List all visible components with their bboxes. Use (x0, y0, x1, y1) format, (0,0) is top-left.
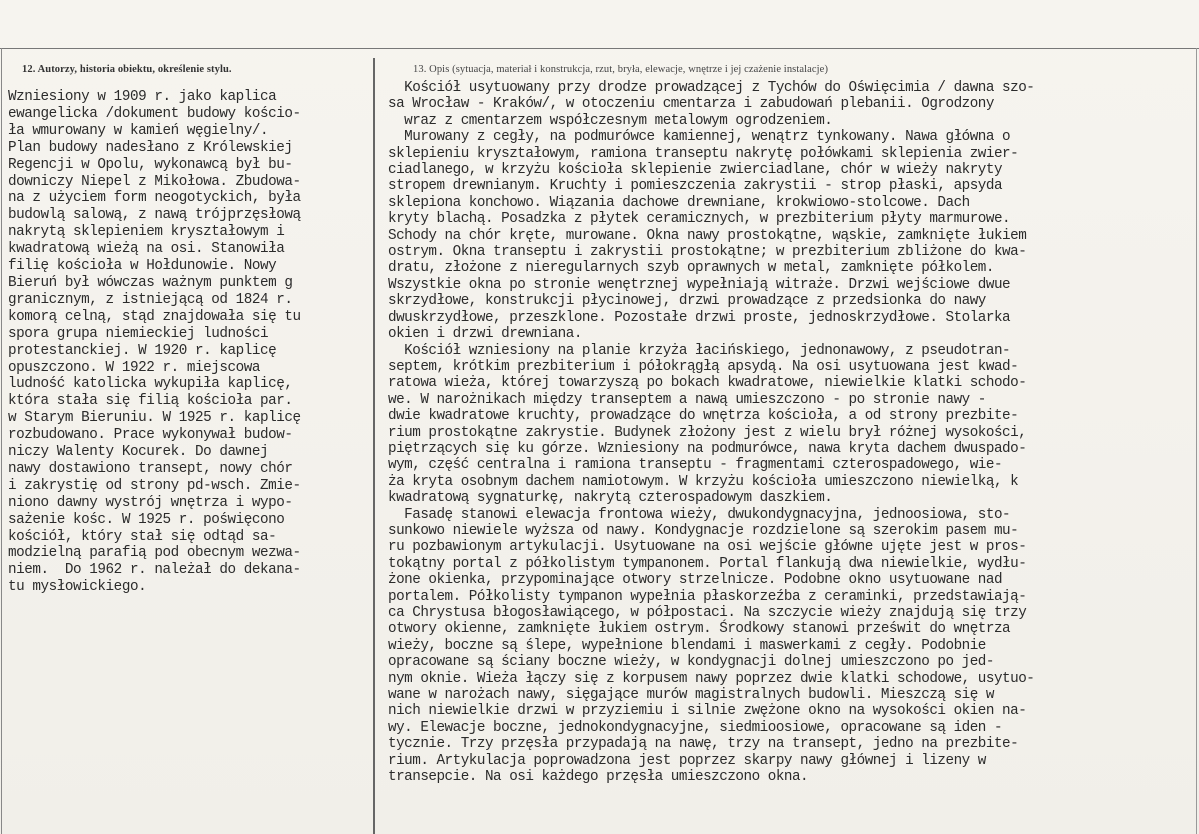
description-text-line: rium prostokątne zakrystie. Budynek złożony jest z wielu brył różnej wysokości, (388, 424, 1027, 441)
history-text-line: granicznym, z istniejącą od 1824 r. (8, 291, 293, 308)
history-text-line: na z użyciem form neogotyckich, była (8, 190, 301, 207)
description-text-line: ratowa wieża, której towarzyszą po bokach kwadratowe, niewielkie klatki schodo- (388, 375, 1027, 392)
history-text-line: Regencji w Opolu, wykonawcą był bu- (8, 156, 293, 173)
history-text-line: nakrytą sklepieniem kryształowym i (8, 224, 285, 241)
description-text-line: wane w narożach nawy, sięgające murów magistralnych budowli. Mieszczą się w (388, 687, 994, 704)
history-text-line: Wzniesiony w 1909 r. jako kaplica (8, 89, 277, 105)
history-text-line: komorą celną, stąd znajdowała się tu (8, 308, 301, 325)
history-text-line: modzielną parafią pod obecnym wezwa- (8, 545, 301, 562)
description-text-line: nich niewielkie drzwi w przyziemiu i silnie zwężone okno na wysokości okien na- (388, 703, 1027, 720)
history-text-line: downiczy Niepel z Mikołowa. Zbudowa- (8, 173, 301, 190)
description-text-line: kryty blachą. Posadzka z płytek ceramicznych, w prezbiterium płyty marmurowe. (388, 211, 1011, 228)
history-text-line: Bieruń był wówczas ważnym punktem g (8, 274, 293, 291)
description-text-line: septem, krótkim prezbiterium i półokrągłą apsydą. Na osi usytuowana jest kwad- (388, 358, 1019, 375)
history-text-line: nawy dostawiono transept, nowy chór (8, 460, 293, 477)
history-text-line: która stała się filią kościoła par. (8, 393, 293, 410)
description-text-line: portalem. Półkolisty tympanon wypełnia płaskorzeźba z ceraminki, przedstawiają- (388, 588, 1027, 605)
description-text-line: wraz z cmentarzem współczesnym metalowym ogrodzeniem. (388, 112, 833, 129)
description-text-line: Fasadę stanowi elewacja frontowa wieży, dwukondygnacyjna, jednoosiowa, sto- (388, 506, 1011, 523)
history-text-line: Plan budowy nadesłano z Królewskiej (8, 139, 293, 156)
description-text-line: rium. Artykulacja poprowadzona jest poprzez skarpy nawy głównej i lizeny w (388, 752, 986, 769)
form-top-border (0, 48, 1199, 49)
description-text-line: transepcie. Na osi każdego przęsła umieszczono okna. (388, 769, 809, 786)
description-text-line: wym, część centralna i ramiona transeptu - fragmentami czterospadowego, wie- (388, 457, 1003, 474)
history-text-line: w Starym Bieruniu. W 1925 r. kaplicę (8, 410, 301, 427)
description-text-line: piętrzących się ku górze. Wzniesiony na podmurówce, nawa kryta dachem dwuspado- (388, 440, 1027, 457)
description-text-line: Schody na chór kręte, murowane. Okna nawy prostokątne, wąskie, zamknięte łukiem (388, 227, 1027, 244)
description-text-line: Kościół wzniesiony na planie krzyża łacińskiego, jednonawowy, z pseudotran- (388, 342, 1011, 359)
description-text-line: wy. Elewacje boczne, jednokondygnacyjne, siedmioosiowe, opracowane są iden - (388, 719, 1003, 736)
description-text-line: stropem drewnianym. Kruchty i pomieszczenia zakrystii - strop płaski, apsyda (388, 178, 1003, 195)
description-text-line: sunkowo niewiele wyższa od nawy. Kondygnacje rozdzielone są szerokim pasem mu- (388, 522, 1019, 539)
history-text-line: spora grupa niemieckiej ludności (8, 325, 269, 342)
history-text-line: i zakrystię od strony pd-wsch. Zmie- (8, 477, 301, 494)
history-text-line: kościół, który stał się odtąd sa- (8, 528, 277, 545)
description-text-line: Wszystkie okna po stronie wenętrznej wypełniają witraże. Drzwi wejściowe dwue (388, 276, 1011, 293)
description-text-line: tycznie. Trzy przęsła przypadają na nawę, trzy na transept, jedno na prezbite- (388, 736, 1019, 753)
description-text-line: ciadlanego, w krzyżu kościoła sklepienie zwierciadlane, chór w wieży nakryty (388, 162, 1003, 179)
history-text-column (8, 89, 368, 596)
description-text-line: ru pozbawionym artykulacji. Usytuowane na osi wejście główne ujęte jest w pros- (388, 539, 1027, 556)
form-right-border (1196, 48, 1197, 834)
history-text-line: ludność katolicka wykupiła kaplicę, (8, 376, 293, 393)
history-text-line: tu mysłowickiego. (8, 579, 147, 596)
description-text-line: wieży, boczne są ślepe, wypełnione blendami i maswerkami z cegły. Podobnie (388, 637, 986, 654)
history-text-line: budowlą salową, z nawą trójprzęsłową (8, 207, 301, 224)
description-text-line: żone okienka, przypominające otwory strzelnicze. Podobne okno usytuowane nad (388, 572, 1003, 589)
description-text-line: Kościół usytuowany przy drodze prowadzącej z Tychów do Oświęcimia / dawna szo- (388, 80, 1035, 96)
history-text-line: kwadratową wieżą na osi. Stanowiła (8, 241, 285, 258)
history-text-line: protestanckiej. W 1920 r. kaplicę (8, 342, 277, 359)
description-text-line: ostrym. Okna transeptu i zakrystii prostokątne; w prezbiterium zbliżone do kwa- (388, 244, 1027, 261)
description-text-line: tokątny portal z półkolistym tympanonem. Portal flankują dwa niewielkie, wydłu- (388, 555, 1027, 572)
history-text-line: niem. Do 1962 r. należał do dekana- (8, 562, 301, 579)
description-text-line: kwadratową sygnaturkę, nakrytą czterospadowym daszkiem. (388, 490, 833, 507)
history-text-line: filię kościoła w Hołdunowie. Nowy (8, 258, 277, 275)
section-13-heading: 13. Opis (sytuacja, materiał i konstrukcja, rzut, bryła, elewacje, wnętrze i jej czażenie instalacje) (413, 64, 829, 75)
description-text-line: skrzydłowe, konstrukcji płycinowej, drzwi prowadzące z przedsionka do nawy (388, 293, 986, 310)
history-text-line: ła wmurowany w kamień węgielny/. (8, 122, 269, 139)
description-text-line: dwie kwadratowe kruchty, prowadzące do wnętrza kościoła, a od strony prezbite- (388, 408, 1019, 425)
description-text-line: dwuskrzydłowe, przeszklone. Pozostałe drzwi proste, jednoskrzydłowe. Stolarka (388, 309, 1011, 326)
description-text-line: sklepieniu kryształowym, ramiona transeptu nakrytę połówkami sklepienia zwier- (388, 145, 1019, 162)
history-text-line: sażenie kośc. W 1925 r. poświęcono (8, 511, 285, 528)
history-text-line: niono dawny wystrój wnętrza i wypo- (8, 494, 293, 511)
history-text-line: opuszczono. W 1922 r. miejscowa (8, 359, 261, 376)
description-text-line: nym oknie. Wieża łączy się z korpusem nawy poprzez dwie klatki schodowe, usytuo- (388, 670, 1035, 687)
history-text-line: rozbudowano. Prace wykonywał budow- (8, 427, 293, 444)
description-text-line: ca Chrystusa błogosławiącego, w półpostaci. Na szczycie wieży znajdują się trzy (388, 605, 1027, 621)
description-text-line: we. W narożnikach między transeptem a nawą umieszczono - po stronie nawy - (388, 391, 986, 408)
description-text-column (388, 80, 1194, 785)
description-text-line: okien i drzwi drewniana. (388, 326, 582, 343)
form-left-border (1, 48, 2, 834)
section-12-heading: 12. Autorzy, historia obiektu, określenie stylu. (22, 64, 232, 75)
description-text-line: sklepiona konchowo. Wiązania dachowe drewniane, krokwiowo-stolcowe. Dach (388, 194, 970, 211)
description-text-line: otwory okienne, zamknięte łukiem ostrym. Środkowy stanowi prześwit do wnętrza (388, 621, 1011, 638)
description-text-line: sa Wrocław - Kraków/, w otoczeniu cmentarza i zabudowań plebanii. Ogrodzony (388, 96, 994, 113)
description-text-line: ża kryta osobnym dachem namiotowym. W krzyżu kościoła umieszczono niewielką, k (388, 473, 1019, 490)
column-divider (373, 58, 375, 834)
description-text-line: Murowany z cegły, na podmurówce kamiennej, wenątrz tynkowany. Nawa główna o (388, 129, 1011, 146)
history-text-line: ewangelicka /dokument budowy kościo- (8, 105, 301, 122)
description-text-line: opracowane są ściany boczne wieży, w kondygnacji dolnej umieszczono po jed- (388, 654, 994, 671)
history-text-line: niczy Walenty Kocurek. Do dawnej (8, 444, 269, 461)
description-text-line: dratu, złożone z nieregularnych szyb oprawnych w metal, zamknięte półkolem. (388, 260, 994, 277)
